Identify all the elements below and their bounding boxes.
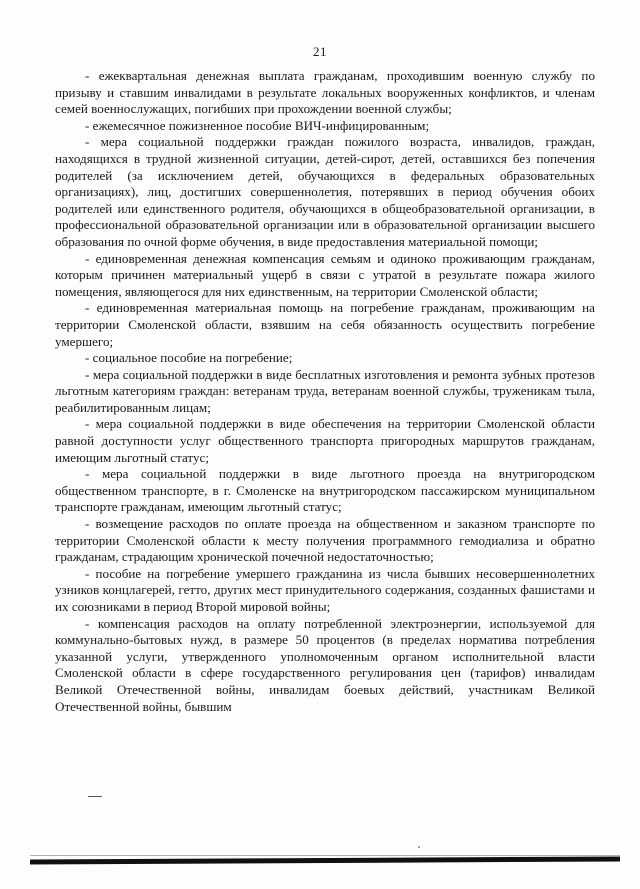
list-item-burial-assistance: - единовременная материальная помощь на погребение гражданам, проживающим на территории Смоленской области, взявшим на себя обязанность осуществить погребение умершего; — [55, 300, 595, 349]
list-item-hemodialysis-travel: - возмещение расходов по оплате проезда на общественном и заказном транспорте по территории Смоленской области к месту получения программного гемодиализа и обратно гражданам, страдающим хронической почечной недостаточностью; — [55, 516, 595, 565]
list-item-city-transport: - мера социальной поддержки в виде льготного проезда на внутригородском общественном транспорте, в г. Смоленске на внутригородском пассажирском муниципальном транспорте гражданам, имеющим льготный статус; — [55, 466, 595, 515]
scan-edge-shadow — [30, 856, 620, 864]
document-body — [55, 68, 595, 715]
list-item-burial-allowance: - социальное пособие на погребение; — [85, 350, 293, 366]
list-item-prisoner-burial: - пособие на погребение умершего гражданина из числа бывших несовершеннолетних узников концлагерей, гетто, других мест принудительного содержания, созданных фашистами и их союзниками в период Второй мировой войны; — [55, 565, 595, 614]
page-number: 21 — [313, 44, 327, 59]
list-item-hiv-allowance: - ежемесячное пожизненное пособие ВИЧ-инфицированным; — [85, 117, 430, 133]
list-item-material-assistance: - мера социальной поддержки граждан пожилого возраста, инвалидов, граждан, находящихся в трудной жизненной ситуации, детей-сирот, детей, оставшихся без попечения родителей (за исключением детей, обучающихся в федеральных образовательных организациях), лиц, достигших совершеннолетия, потерявших в период обучения обоих родителей или единственного родителя, обучающихся в общеобразовательной организации, в профессиональной образовательной организации или в образовательной организации высшего образования по очной форме обучения, в виде предоставления материальной помощи; — [55, 134, 595, 249]
margin-mark — [88, 796, 102, 797]
list-item-fire-compensation: - единовременная денежная компенсация семьям и одиноко проживающим гражданам, которым причинен материальный ущерб в связи с утратой в результате пожара жилого помещения, являющегося для них единственным, на территории Смоленской области; — [55, 250, 595, 299]
list-item-dental-prosthetics: - мера социальной поддержки в виде бесплатных изготовления и ремонта зубных протезов льготным категориям граждан: ветеранам труда, ветеранам военной службы, труженикам тыла, реабилитированным лицам; — [55, 366, 595, 415]
list-item-electricity-compensation: - компенсация расходов на оплату потребленной электроэнергии, используемой для коммунально-бытовых нужд, в размере 50 процентов (в пределах норматива потребления указанной услуги, утвержденного уполномоченным органом исполнительной власти Смоленской области в сфере государственного регулирования цен (тарифов) инвалидам Великой Отечественной войны, инвалидам боевых действий, участникам Великой Отечественной войны, бывшим — [55, 615, 595, 714]
list-item-quarterly-payment: - ежеквартальная денежная выплата гражданам, проходившим военную службу по призыву и ставшим инвалидами в результате локальных вооруженных конфликтов, и членам семей военнослужащих, погибших при прохождении военной службы; — [55, 68, 595, 117]
scan-speck — [418, 846, 420, 848]
scan-edge-thin — [30, 855, 620, 856]
list-item-suburban-transport: - мера социальной поддержки в виде обеспечения на территории Смоленской области равной доступности услуг общественного транспорта пригородных маршрутов гражданам, имеющим льготный статус; — [55, 416, 595, 465]
